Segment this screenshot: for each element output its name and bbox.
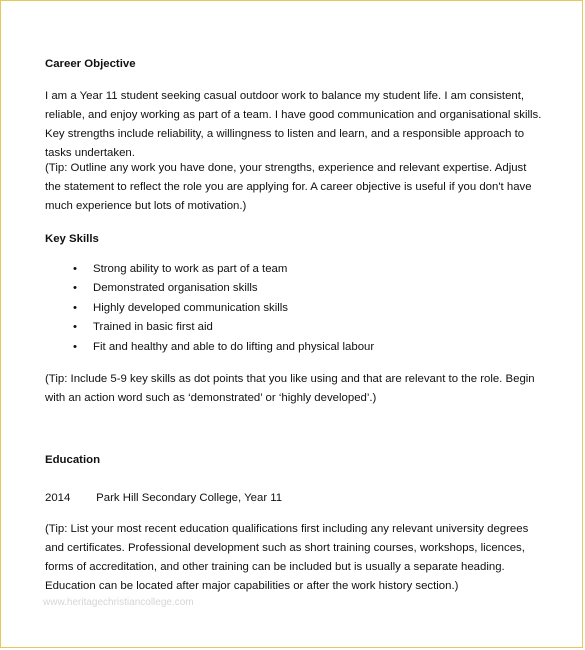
skill-text: Strong ability to work as part of a team: [93, 263, 288, 275]
career-objective-tip: (Tip: Outline any work you have done, your strengths, experience and relevant expertise. Adjust the statement to reflect the role you are applying for. A career objective is useful if you don't have much experience but lots of motivation.): [45, 162, 532, 212]
key-skills-heading: Key Skills: [45, 233, 99, 245]
bullet-icon: •: [73, 301, 77, 314]
bullet-icon: •: [73, 282, 77, 295]
bullet-icon: •: [73, 340, 77, 353]
list-item: [45, 299, 374, 318]
career-objective-heading: Career Objective: [45, 58, 136, 70]
education-tip: (Tip: List your most recent education qualifications first including any relevant university degrees and certificates. Professional development such as short training courses, workshops, licences, forms of accreditation, and other training can be included but is usually a separate heading. Education can be located after major capabilities or after the work history section.): [45, 523, 529, 592]
list-item: [45, 260, 374, 279]
education-heading: Education: [45, 454, 101, 466]
list-item: [45, 338, 374, 357]
education-year: 2014: [45, 492, 71, 504]
skill-text: Fit and healthy and able to do lifting and physical labour: [93, 340, 375, 353]
key-skills-list: [45, 260, 374, 357]
education-entry: [45, 489, 282, 508]
bullet-icon: •: [73, 321, 77, 334]
career-objective-text: I am a Year 11 student seeking casual outdoor work to balance my student life. I am consistent, reliable, and enjoy working as part of a team. I have good communication and organisational skills. Key strengths include reliability, a willingness to listen and learn, and a responsible approach to tasks undertaken.: [45, 90, 542, 159]
bullet-icon: •: [73, 263, 77, 275]
key-skills-tip: (Tip: Include 5-9 key skills as dot points that you like using and that are relevant to the role. Begin with an action word such as ‘demonstrated’ or ‘highly developed’.): [45, 373, 535, 404]
list-item: [45, 279, 374, 298]
skill-text: Demonstrated organisation skills: [93, 282, 258, 295]
list-item: [45, 318, 374, 337]
education-school: Park Hill Secondary College, Year 11: [96, 492, 283, 504]
skill-text: Trained in basic first aid: [93, 321, 213, 334]
skill-text: Highly developed communication skills: [93, 301, 288, 314]
watermark: www.heritagechristiancollege.com: [43, 597, 194, 608]
